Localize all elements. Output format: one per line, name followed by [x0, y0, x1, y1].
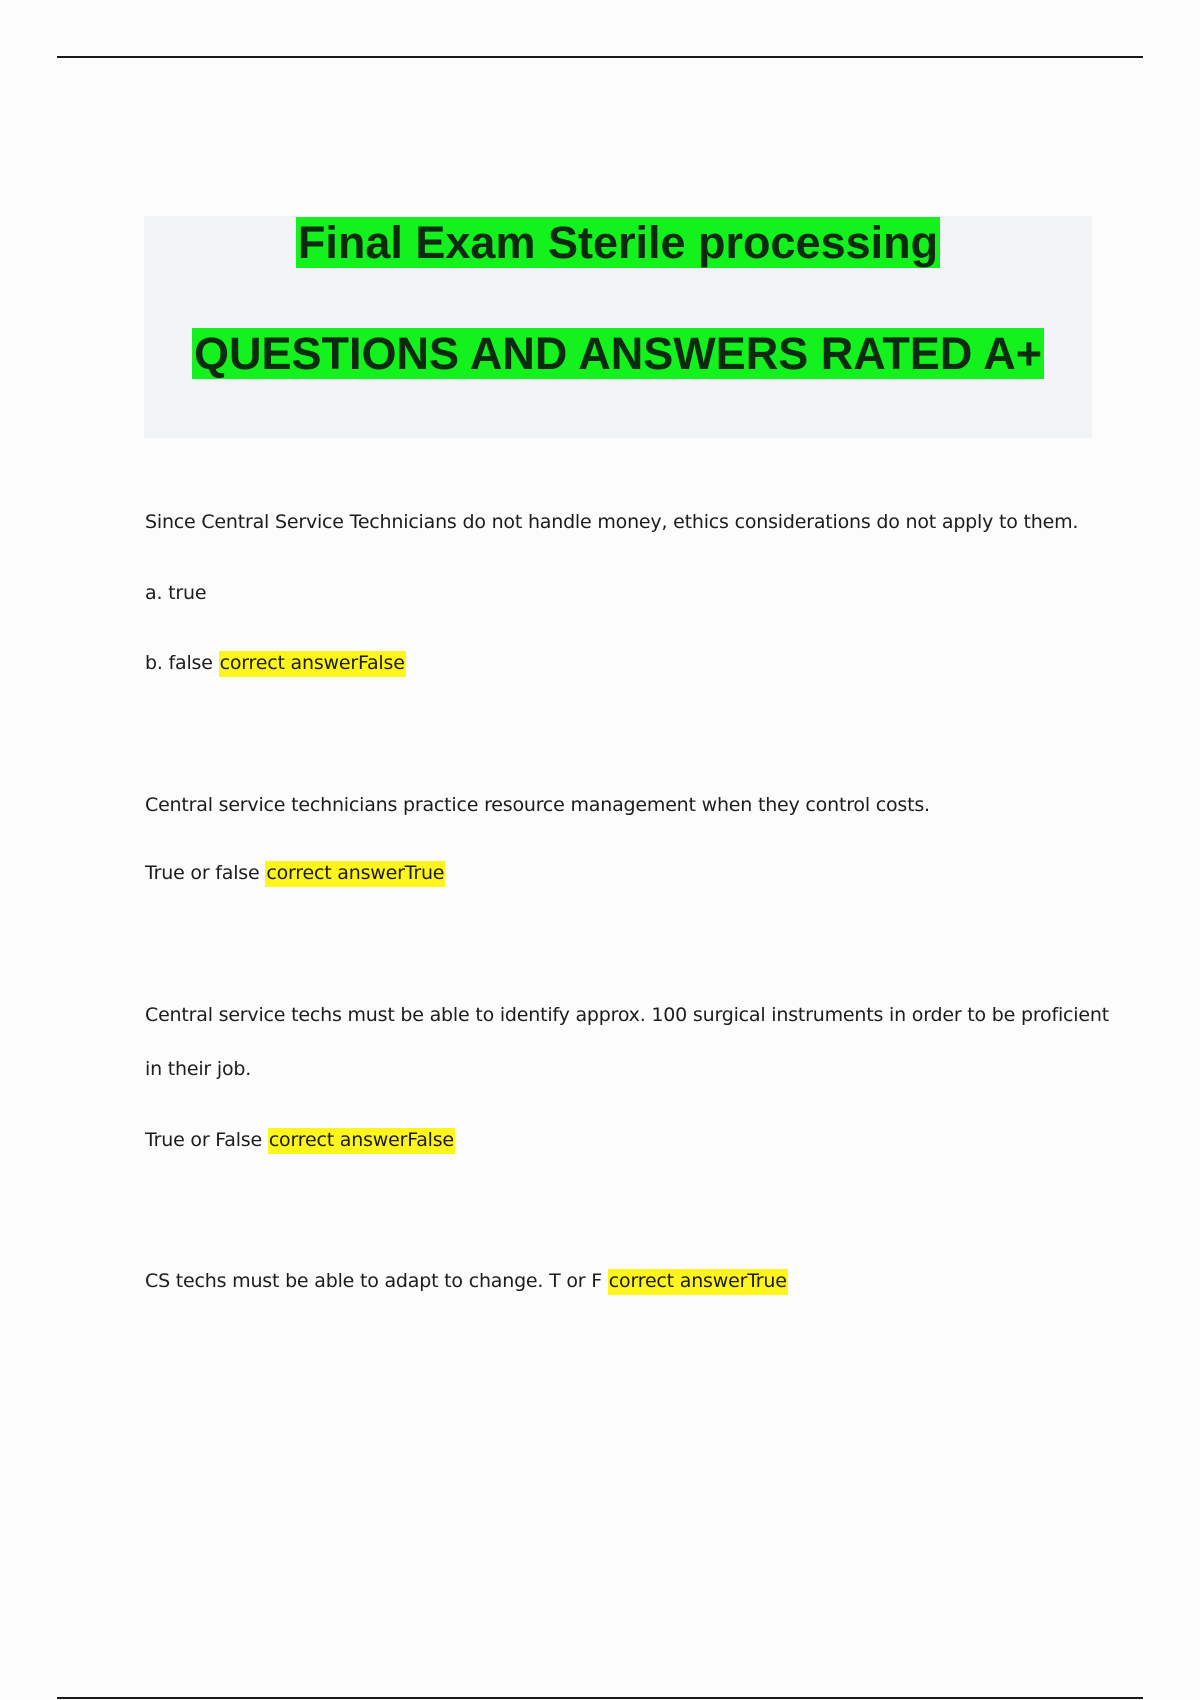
question-4-text: CS techs must be able to adapt to change. T or F	[145, 1270, 608, 1292]
question-4-answer: correct answerTrue	[608, 1269, 788, 1295]
question-1-text: Since Central Service Technicians do not handle money, ethics considerations do not apply to them.	[145, 511, 1079, 533]
question-1-option-b: b. false	[145, 652, 213, 674]
question-3-text-line-2: in their job.	[145, 1058, 252, 1080]
question-3-answer-line	[145, 1127, 455, 1153]
question-2-answer-line	[145, 860, 445, 886]
title-line-1	[144, 216, 1092, 270]
question-3-text-line-1: Central service techs must be able to identify approx. 100 surgical instruments in order to be proficient	[145, 1004, 1109, 1026]
question-1-option-a: a. true	[145, 582, 207, 604]
question-1-option-b-line	[145, 650, 406, 676]
question-3-prompt: True or False	[145, 1129, 262, 1151]
title-text-1: Final Exam Sterile processing	[297, 217, 939, 268]
question-2-answer: correct answerTrue	[265, 861, 445, 887]
question-4-line	[145, 1268, 788, 1294]
title-line-2	[144, 327, 1092, 381]
title-block	[144, 216, 1092, 438]
question-1-answer: correct answerFalse	[219, 651, 406, 677]
question-2-text: Central service technicians practice resource management when they control costs.	[145, 794, 930, 816]
footer-rule	[57, 1697, 1143, 1699]
header-rule	[57, 56, 1143, 58]
question-3-answer: correct answerFalse	[268, 1128, 455, 1154]
title-text-2: QUESTIONS AND ANSWERS RATED A+	[194, 328, 1042, 379]
question-2-prompt: True or false	[145, 862, 260, 884]
